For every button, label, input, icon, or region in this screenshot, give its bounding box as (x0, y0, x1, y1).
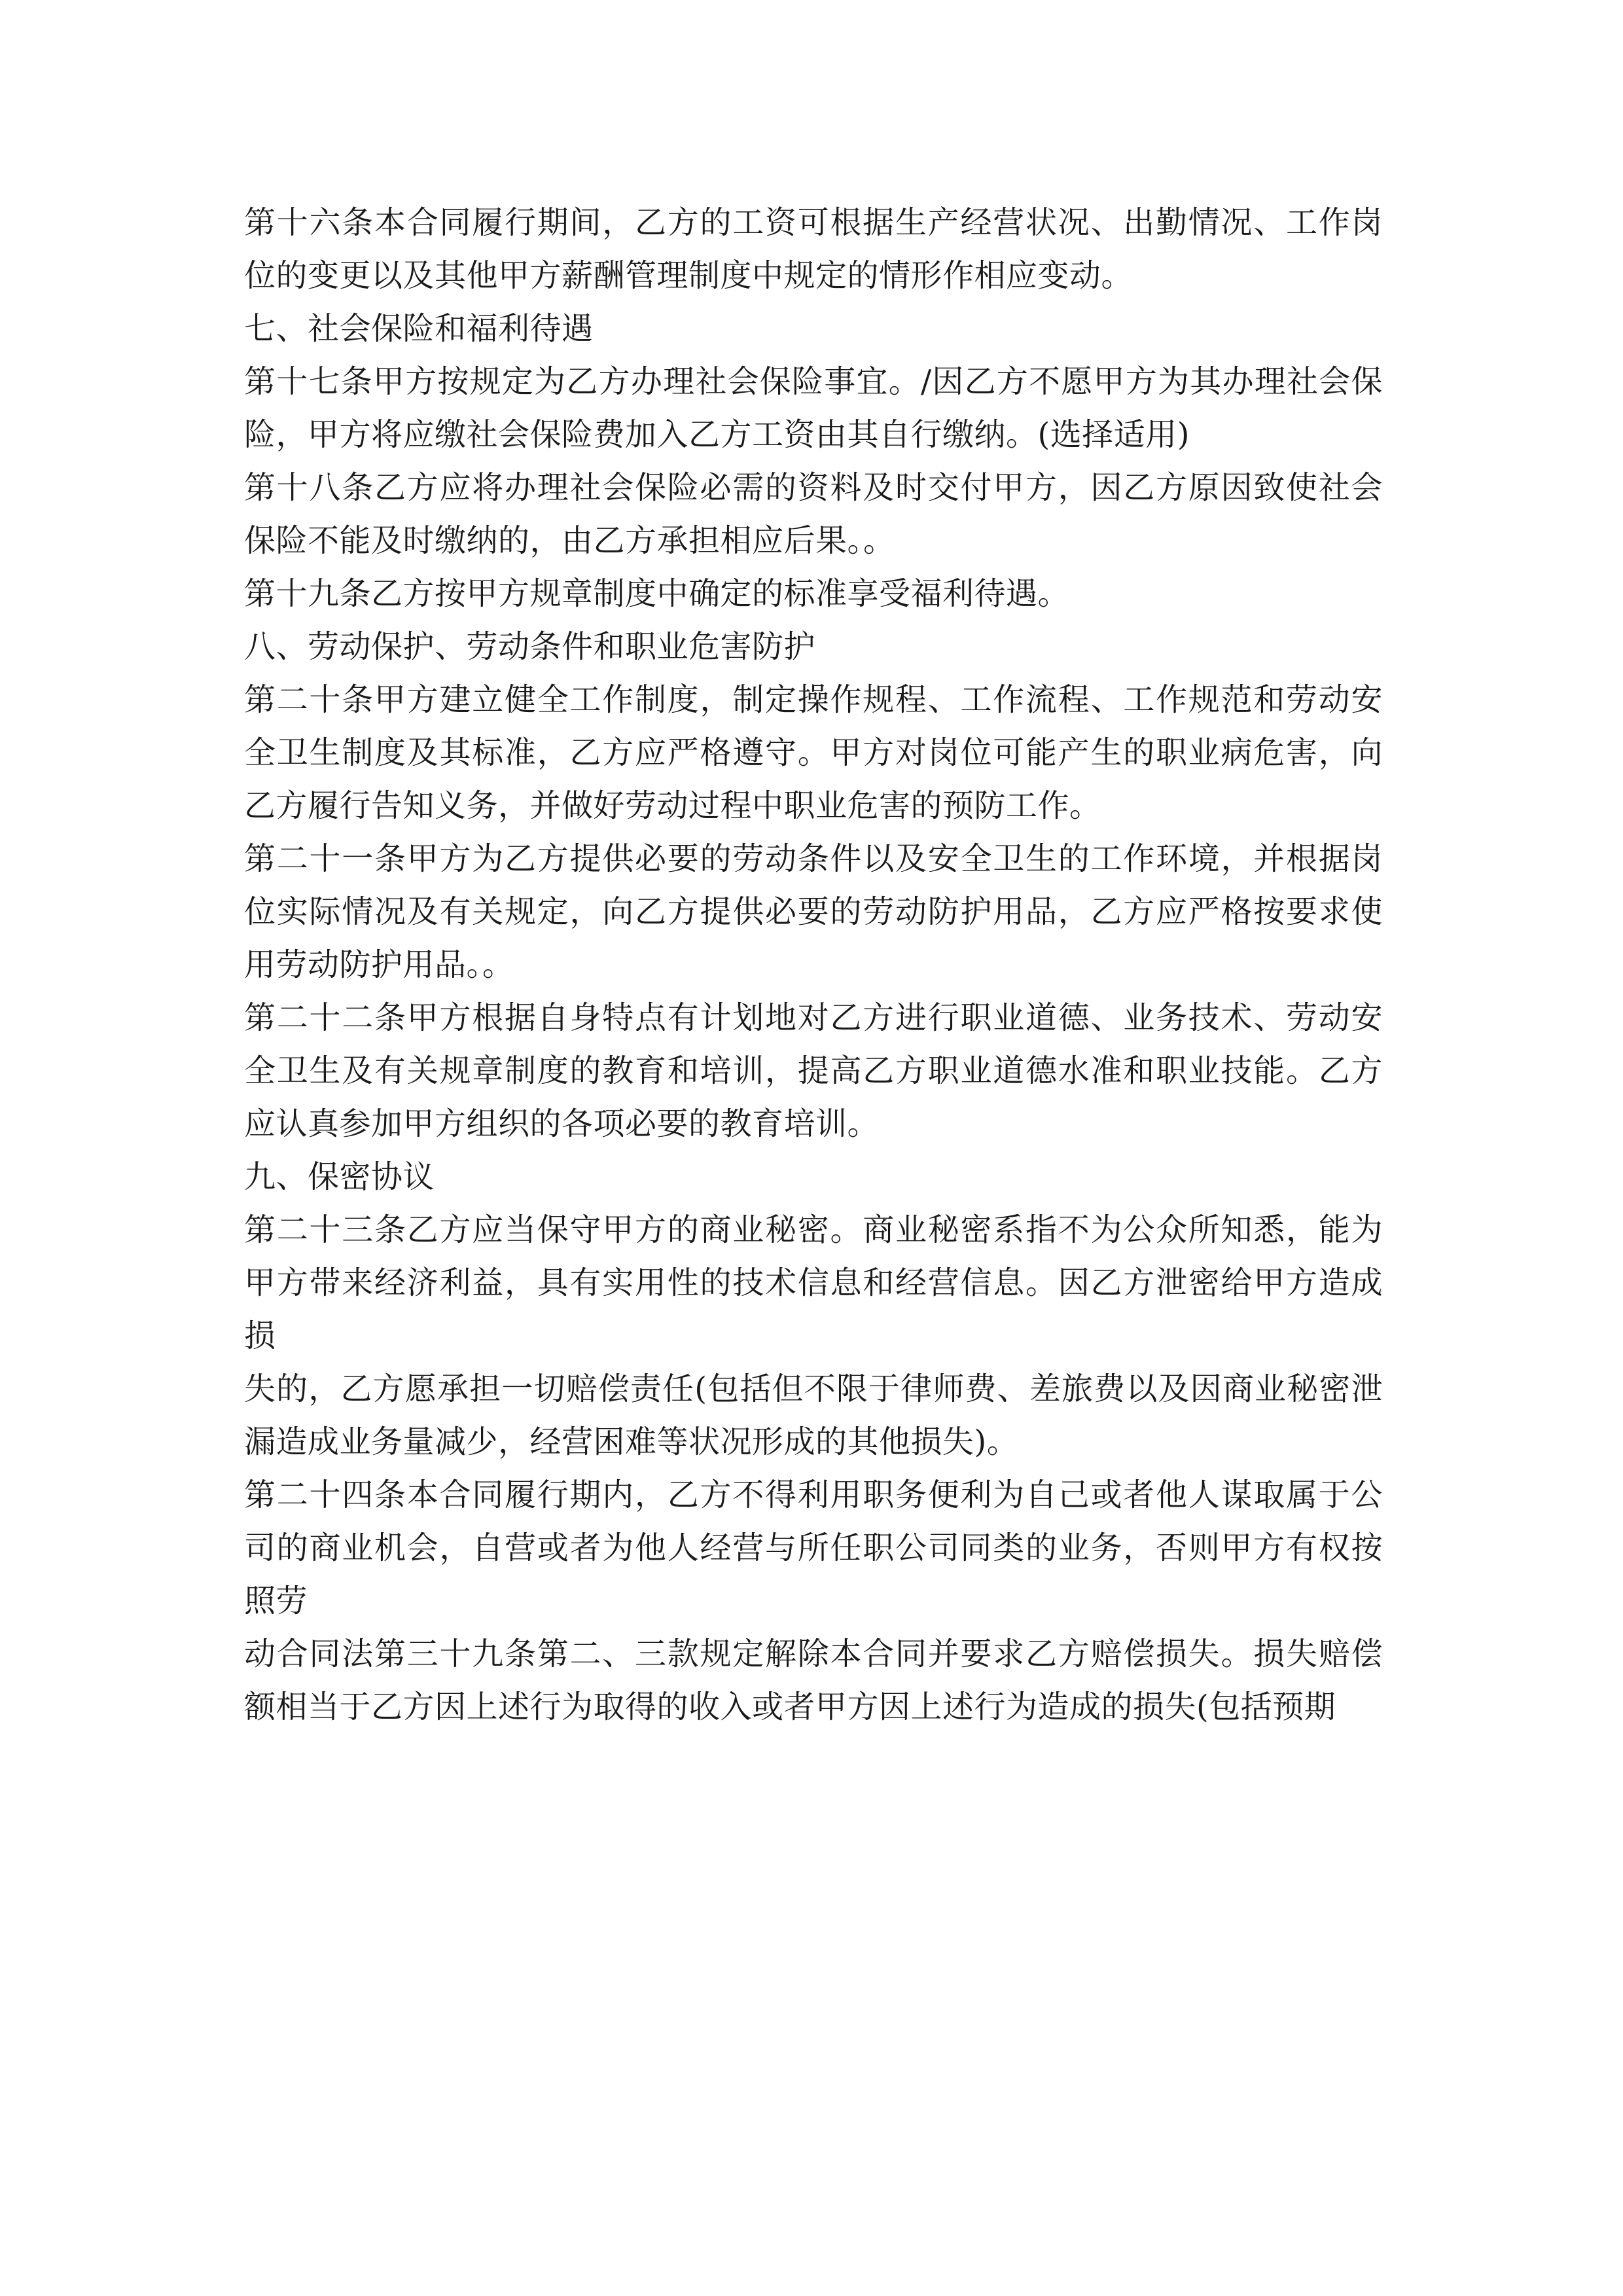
article-17: 第十七条甲方按规定为乙方办理社会保险事宜。/因乙方不愿甲方为其办理社会保险，甲方将应缴社会保险费加入乙方工资由其自行缴纳。(选择适用) (244, 363, 1383, 453)
article-24: 第二十四条本合同履行期内，乙方不得利用职务便利为自己或者他人谋取属于公司的商业机会，自营或者为他人经营与所任职公司同类的业务，否则甲方有权按照劳 (244, 1477, 1383, 1619)
article-20: 第二十条甲方建立健全工作制度，制定操作规程、工作流程、工作规范和劳动安全卫生制度及其标准，乙方应严格遵守。甲方对岗位可能产生的职业病危害，向乙方履行告知义务，并做好劳动过程中职业危害的预防工作。 (244, 681, 1383, 824)
section-heading-8: 八、劳动保护、劳动条件和职业危害防护 (244, 628, 816, 665)
article-22: 第二十二条甲方根据自身特点有计划地对乙方进行职业道德、业务技术、劳动安全卫生及有关规章制度的教育和培训，提高乙方职业道德水准和职业技能。乙方应认真参加甲方组织的各项必要的教育培训。 (244, 999, 1383, 1142)
article-23-continued: 失的，乙方愿承担一切赔偿责任(包括但不限于律师费、差旅费以及因商业秘密泄漏造成业务量减少，经营困难等状况形成的其他损失)。 (244, 1371, 1383, 1460)
article-24-continued: 动合同法第三十九条第二、三款规定解除本合同并要求乙方赔偿损失。损失赔偿额相当于乙方因上述行为取得的收入或者甲方因上述行为造成的损失(包括预期 (244, 1636, 1383, 1725)
article-18: 第十八条乙方应将办理社会保险必需的资料及时交付甲方，因乙方原因致使社会保险不能及时缴纳的，由乙方承担相应后果。。 (244, 469, 1383, 559)
article-16: 第十六条本合同履行期间，乙方的工资可根据生产经营状况、出勤情况、工作岗位的变更以及其他甲方薪酬管理制度中规定的情形作相应变动。 (244, 204, 1383, 294)
document-body (244, 196, 1383, 1734)
article-21: 第二十一条甲方为乙方提供必要的劳动条件以及安全卫生的工作环境，并根据岗位实际情况及有关规定，向乙方提供必要的劳动防护用品，乙方应严格按要求使用劳动防护用品。。 (244, 840, 1383, 983)
section-heading-7: 七、社会保险和福利待遇 (244, 310, 594, 347)
section-heading-9: 九、保密协议 (244, 1158, 435, 1195)
article-23: 第二十三条乙方应当保守甲方的商业秘密。商业秘密系指不为公众所知悉，能为甲方带来经济利益，具有实用性的技术信息和经营信息。因乙方泄密给甲方造成损 (244, 1211, 1383, 1354)
article-19: 第十九条乙方按甲方规章制度中确定的标准享受福利待遇。 (244, 575, 1070, 612)
